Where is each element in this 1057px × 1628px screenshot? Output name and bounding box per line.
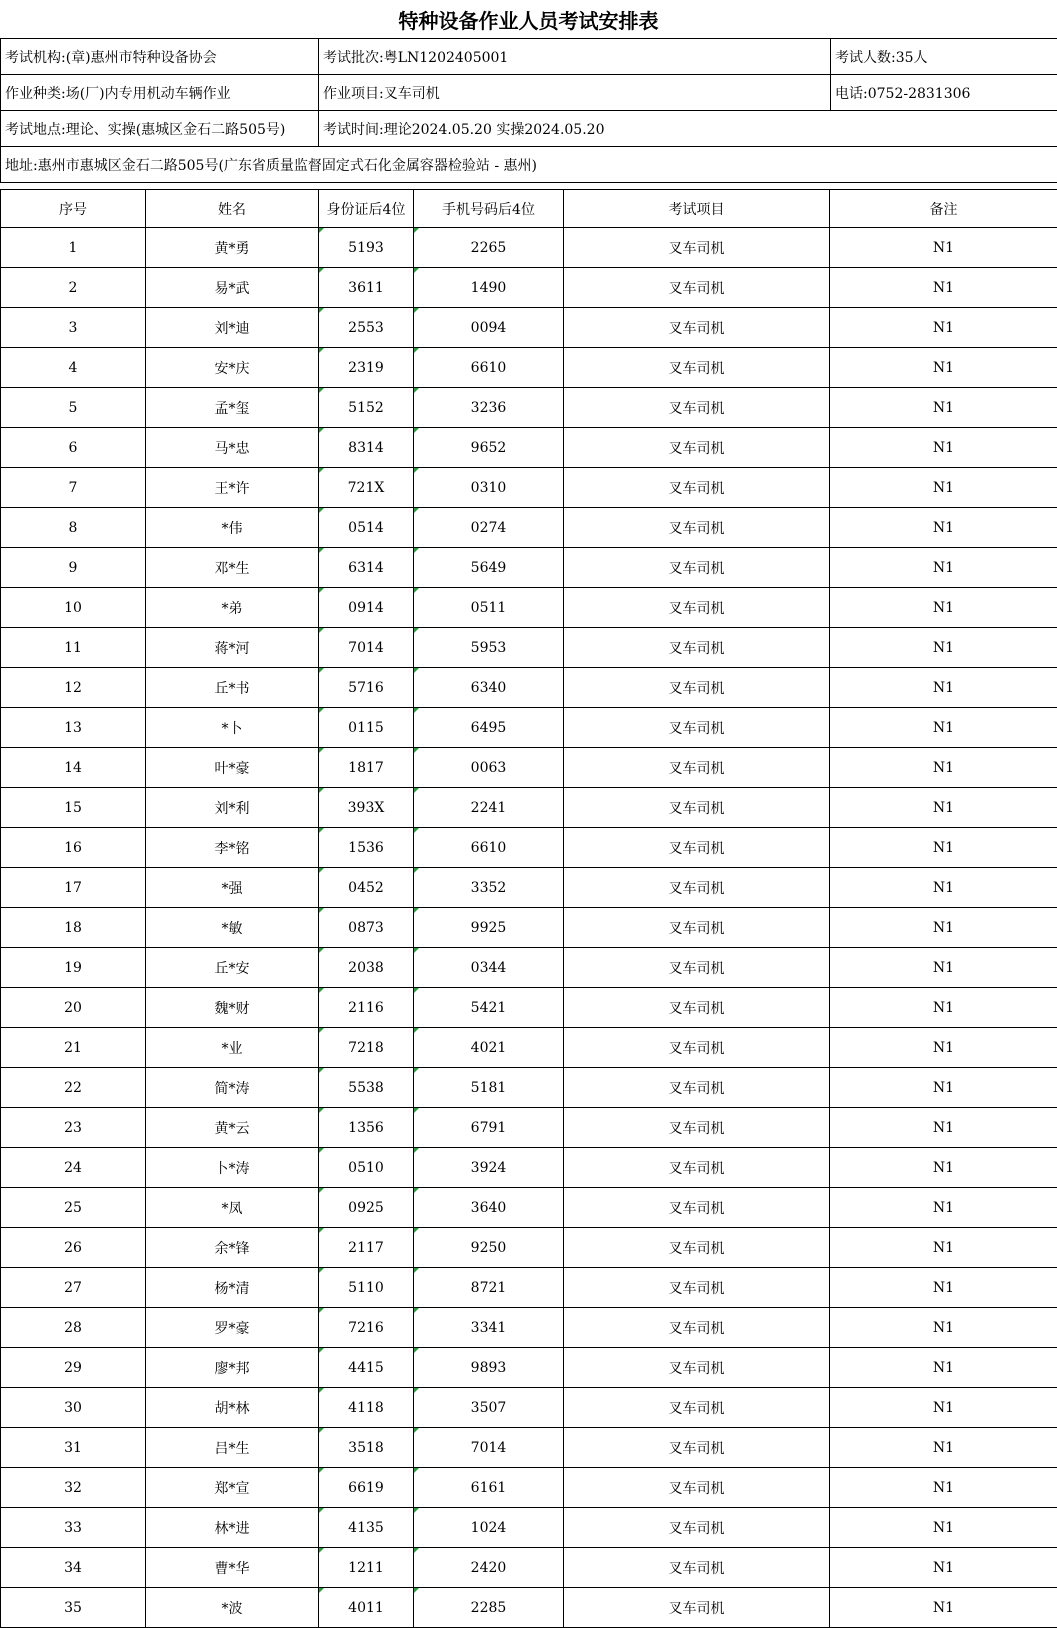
cell-id-last4: 6619 (319, 1468, 414, 1508)
table-header-row (1, 190, 1057, 228)
cell-exam-item: 叉车司机 (564, 1548, 830, 1588)
cell-id-last4: 8314 (319, 428, 414, 468)
table-row (1, 828, 1057, 868)
table-row (1, 868, 1057, 908)
cell-seq: 18 (1, 908, 146, 948)
exam-org: 考试机构:(章)惠州市特种设备协会 (1, 39, 319, 75)
cell-remark: N1 (830, 428, 1057, 468)
cell-phone-last4: 5649 (414, 548, 564, 588)
table-row (1, 1268, 1057, 1308)
cell-id-last4: 7218 (319, 1028, 414, 1068)
cell-seq: 29 (1, 1348, 146, 1388)
cell-seq: 19 (1, 948, 146, 988)
cell-phone-last4: 8721 (414, 1268, 564, 1308)
cell-phone-last4: 2420 (414, 1548, 564, 1588)
cell-remark: N1 (830, 388, 1057, 428)
cell-remark: N1 (830, 828, 1057, 868)
cell-id-last4: 1536 (319, 828, 414, 868)
table-row (1, 788, 1057, 828)
cell-remark: N1 (830, 228, 1057, 268)
cell-id-last4: 0873 (319, 908, 414, 948)
cell-phone-last4: 1490 (414, 268, 564, 308)
cell-exam-item: 叉车司机 (564, 268, 830, 308)
cell-phone-last4: 3640 (414, 1188, 564, 1228)
cell-name: *业 (146, 1028, 319, 1068)
cell-remark: N1 (830, 548, 1057, 588)
table-row (1, 548, 1057, 588)
cell-phone-last4: 5953 (414, 628, 564, 668)
cell-exam-item: 叉车司机 (564, 1228, 830, 1268)
cell-seq: 24 (1, 1148, 146, 1188)
cell-phone-last4: 6610 (414, 828, 564, 868)
cell-phone-last4: 5421 (414, 988, 564, 1028)
cell-remark: N1 (830, 948, 1057, 988)
table-row (1, 1548, 1057, 1588)
table-row (1, 1428, 1057, 1468)
table-row (1, 628, 1057, 668)
cell-id-last4: 4118 (319, 1388, 414, 1428)
cell-seq: 30 (1, 1388, 146, 1428)
cell-name: 林*进 (146, 1508, 319, 1548)
cell-exam-item: 叉车司机 (564, 348, 830, 388)
exam-count: 考试人数:35人 (831, 39, 1057, 75)
table-row (1, 228, 1057, 268)
cell-id-last4: 5716 (319, 668, 414, 708)
cell-seq: 17 (1, 868, 146, 908)
candidate-rows (1, 228, 1057, 1628)
cell-phone-last4: 0274 (414, 508, 564, 548)
cell-exam-item: 叉车司机 (564, 1188, 830, 1228)
cell-seq: 31 (1, 1428, 146, 1468)
cell-phone-last4: 9652 (414, 428, 564, 468)
cell-remark: N1 (830, 1268, 1057, 1308)
cell-seq: 12 (1, 668, 146, 708)
table-row (1, 508, 1057, 548)
cell-name: 丘*安 (146, 948, 319, 988)
cell-exam-item: 叉车司机 (564, 708, 830, 748)
cell-exam-item: 叉车司机 (564, 1308, 830, 1348)
cell-id-last4: 4415 (319, 1348, 414, 1388)
cell-name: 胡*林 (146, 1388, 319, 1428)
cell-phone-last4: 1024 (414, 1508, 564, 1548)
cell-id-last4: 0115 (319, 708, 414, 748)
table-row (1, 388, 1057, 428)
cell-id-last4: 7216 (319, 1308, 414, 1348)
cell-name: 廖*邦 (146, 1348, 319, 1388)
table-row (1, 1108, 1057, 1148)
cell-remark: N1 (830, 1068, 1057, 1108)
cell-name: *伟 (146, 508, 319, 548)
cell-phone-last4: 4021 (414, 1028, 564, 1068)
cell-name: 易*武 (146, 268, 319, 308)
table-row (1, 908, 1057, 948)
cell-name: 刘*利 (146, 788, 319, 828)
cell-exam-item: 叉车司机 (564, 1348, 830, 1388)
cell-name: *卜 (146, 708, 319, 748)
cell-seq: 28 (1, 1308, 146, 1348)
cell-exam-item: 叉车司机 (564, 1028, 830, 1068)
cell-name: 余*锋 (146, 1228, 319, 1268)
cell-remark: N1 (830, 1548, 1057, 1588)
table-row (1, 468, 1057, 508)
table-row (1, 1188, 1057, 1228)
cell-phone-last4: 0310 (414, 468, 564, 508)
table-row (1, 1028, 1057, 1068)
cell-phone-last4: 6610 (414, 348, 564, 388)
cell-phone-last4: 6161 (414, 1468, 564, 1508)
cell-remark: N1 (830, 748, 1057, 788)
cell-seq: 25 (1, 1188, 146, 1228)
cell-remark: N1 (830, 988, 1057, 1028)
cell-remark: N1 (830, 1228, 1057, 1268)
cell-phone-last4: 9893 (414, 1348, 564, 1388)
info-row (1, 111, 1057, 147)
cell-phone-last4: 9925 (414, 908, 564, 948)
cell-seq: 9 (1, 548, 146, 588)
cell-phone-last4: 3352 (414, 868, 564, 908)
exam-address: 地址:惠州市惠城区金石二路505号(广东省质量监督固定式石化金属容器检验站 - 惠州) (1, 147, 1057, 183)
header-seq: 序号 (1, 190, 146, 228)
cell-phone-last4: 6340 (414, 668, 564, 708)
cell-remark: N1 (830, 788, 1057, 828)
cell-phone-last4: 2285 (414, 1588, 564, 1628)
exam-info-table (0, 38, 1057, 183)
header-phone-last4: 手机号码后4位 (414, 190, 564, 228)
cell-exam-item: 叉车司机 (564, 1148, 830, 1188)
cell-name: 杨*清 (146, 1268, 319, 1308)
cell-name: *强 (146, 868, 319, 908)
cell-id-last4: 5538 (319, 1068, 414, 1108)
cell-id-last4: 0510 (319, 1148, 414, 1188)
exam-batch: 考试批次:粤LN1202405001 (319, 39, 831, 75)
table-row (1, 708, 1057, 748)
cell-id-last4: 721X (319, 468, 414, 508)
table-row (1, 428, 1057, 468)
cell-name: 李*铭 (146, 828, 319, 868)
table-row (1, 588, 1057, 628)
cell-phone-last4: 6495 (414, 708, 564, 748)
cell-remark: N1 (830, 348, 1057, 388)
cell-exam-item: 叉车司机 (564, 988, 830, 1028)
cell-name: 罗*豪 (146, 1308, 319, 1348)
cell-exam-item: 叉车司机 (564, 508, 830, 548)
cell-seq: 4 (1, 348, 146, 388)
cell-exam-item: 叉车司机 (564, 308, 830, 348)
cell-phone-last4: 9250 (414, 1228, 564, 1268)
candidate-table (0, 189, 1057, 1628)
cell-exam-item: 叉车司机 (564, 748, 830, 788)
cell-exam-item: 叉车司机 (564, 828, 830, 868)
cell-seq: 11 (1, 628, 146, 668)
cell-name: 孟*玺 (146, 388, 319, 428)
cell-remark: N1 (830, 1388, 1057, 1428)
cell-seq: 13 (1, 708, 146, 748)
cell-remark: N1 (830, 1188, 1057, 1228)
cell-id-last4: 5152 (319, 388, 414, 428)
table-row (1, 1068, 1057, 1108)
cell-id-last4: 5110 (319, 1268, 414, 1308)
cell-remark: N1 (830, 1108, 1057, 1148)
cell-seq: 21 (1, 1028, 146, 1068)
cell-seq: 6 (1, 428, 146, 468)
cell-remark: N1 (830, 868, 1057, 908)
cell-seq: 7 (1, 468, 146, 508)
table-row (1, 308, 1057, 348)
exam-location: 考试地点:理论、实操(惠城区金石二路505号) (1, 111, 319, 147)
cell-remark: N1 (830, 268, 1057, 308)
cell-remark: N1 (830, 1348, 1057, 1388)
cell-name: 黄*勇 (146, 228, 319, 268)
cell-id-last4: 0452 (319, 868, 414, 908)
cell-exam-item: 叉车司机 (564, 588, 830, 628)
cell-id-last4: 2319 (319, 348, 414, 388)
cell-phone-last4: 0344 (414, 948, 564, 988)
cell-name: 曹*华 (146, 1548, 319, 1588)
cell-name: 蒋*河 (146, 628, 319, 668)
cell-exam-item: 叉车司机 (564, 1588, 830, 1628)
cell-name: 王*许 (146, 468, 319, 508)
cell-id-last4: 3611 (319, 268, 414, 308)
cell-exam-item: 叉车司机 (564, 548, 830, 588)
cell-phone-last4: 2265 (414, 228, 564, 268)
cell-id-last4: 3518 (319, 1428, 414, 1468)
cell-remark: N1 (830, 1308, 1057, 1348)
cell-exam-item: 叉车司机 (564, 428, 830, 468)
cell-exam-item: 叉车司机 (564, 228, 830, 268)
cell-name: 安*庆 (146, 348, 319, 388)
cell-seq: 26 (1, 1228, 146, 1268)
info-row (1, 39, 1057, 75)
cell-phone-last4: 3341 (414, 1308, 564, 1348)
header-exam-item: 考试项目 (564, 190, 830, 228)
cell-phone-last4: 5181 (414, 1068, 564, 1108)
cell-seq: 22 (1, 1068, 146, 1108)
cell-remark: N1 (830, 1428, 1057, 1468)
work-project: 作业项目:叉车司机 (319, 75, 831, 111)
cell-seq: 32 (1, 1468, 146, 1508)
cell-name: *敏 (146, 908, 319, 948)
cell-id-last4: 393X (319, 788, 414, 828)
cell-exam-item: 叉车司机 (564, 1428, 830, 1468)
table-row (1, 1308, 1057, 1348)
cell-id-last4: 1356 (319, 1108, 414, 1148)
table-row (1, 988, 1057, 1028)
cell-seq: 15 (1, 788, 146, 828)
table-row (1, 668, 1057, 708)
table-row (1, 268, 1057, 308)
cell-seq: 20 (1, 988, 146, 1028)
info-row (1, 147, 1057, 183)
cell-seq: 23 (1, 1108, 146, 1148)
cell-id-last4: 2116 (319, 988, 414, 1028)
cell-remark: N1 (830, 1468, 1057, 1508)
cell-seq: 14 (1, 748, 146, 788)
cell-name: *弟 (146, 588, 319, 628)
header-remark: 备注 (830, 190, 1057, 228)
cell-remark: N1 (830, 508, 1057, 548)
cell-remark: N1 (830, 628, 1057, 668)
cell-phone-last4: 6791 (414, 1108, 564, 1148)
cell-id-last4: 1211 (319, 1548, 414, 1588)
cell-phone-last4: 0063 (414, 748, 564, 788)
cell-exam-item: 叉车司机 (564, 788, 830, 828)
table-row (1, 1148, 1057, 1188)
cell-seq: 3 (1, 308, 146, 348)
cell-phone-last4: 3507 (414, 1388, 564, 1428)
cell-exam-item: 叉车司机 (564, 1468, 830, 1508)
table-row (1, 1388, 1057, 1428)
cell-id-last4: 0914 (319, 588, 414, 628)
cell-phone-last4: 0094 (414, 308, 564, 348)
cell-name: 吕*生 (146, 1428, 319, 1468)
info-row (1, 75, 1057, 111)
cell-remark: N1 (830, 1508, 1057, 1548)
cell-seq: 8 (1, 508, 146, 548)
sheet-title: 特种设备作业人员考试安排表 (0, 0, 1057, 38)
cell-name: *波 (146, 1588, 319, 1628)
header-name: 姓名 (146, 190, 319, 228)
cell-seq: 33 (1, 1508, 146, 1548)
cell-remark: N1 (830, 1588, 1057, 1628)
cell-name: 马*忠 (146, 428, 319, 468)
cell-name: 简*涛 (146, 1068, 319, 1108)
cell-name: 黄*云 (146, 1108, 319, 1148)
cell-seq: 27 (1, 1268, 146, 1308)
table-row (1, 1228, 1057, 1268)
table-row (1, 1348, 1057, 1388)
cell-phone-last4: 3924 (414, 1148, 564, 1188)
cell-exam-item: 叉车司机 (564, 388, 830, 428)
cell-seq: 34 (1, 1548, 146, 1588)
cell-id-last4: 0925 (319, 1188, 414, 1228)
cell-phone-last4: 2241 (414, 788, 564, 828)
cell-seq: 2 (1, 268, 146, 308)
cell-seq: 16 (1, 828, 146, 868)
cell-exam-item: 叉车司机 (564, 468, 830, 508)
cell-name: 叶*豪 (146, 748, 319, 788)
cell-remark: N1 (830, 588, 1057, 628)
cell-id-last4: 4011 (319, 1588, 414, 1628)
cell-name: *凤 (146, 1188, 319, 1228)
cell-id-last4: 7014 (319, 628, 414, 668)
cell-name: 魏*财 (146, 988, 319, 1028)
cell-remark: N1 (830, 468, 1057, 508)
cell-id-last4: 5193 (319, 228, 414, 268)
cell-seq: 10 (1, 588, 146, 628)
cell-seq: 35 (1, 1588, 146, 1628)
cell-id-last4: 0514 (319, 508, 414, 548)
cell-remark: N1 (830, 908, 1057, 948)
cell-remark: N1 (830, 1148, 1057, 1188)
header-id-last4: 身份证后4位 (319, 190, 414, 228)
cell-exam-item: 叉车司机 (564, 1108, 830, 1148)
table-row (1, 1588, 1057, 1628)
contact-phone: 电话:0752-2831306 (831, 75, 1057, 111)
cell-exam-item: 叉车司机 (564, 628, 830, 668)
cell-remark: N1 (830, 708, 1057, 748)
cell-exam-item: 叉车司机 (564, 948, 830, 988)
cell-id-last4: 2117 (319, 1228, 414, 1268)
cell-exam-item: 叉车司机 (564, 868, 830, 908)
cell-exam-item: 叉车司机 (564, 1068, 830, 1108)
cell-remark: N1 (830, 308, 1057, 348)
cell-seq: 1 (1, 228, 146, 268)
cell-exam-item: 叉车司机 (564, 1508, 830, 1548)
cell-remark: N1 (830, 1028, 1057, 1068)
cell-exam-item: 叉车司机 (564, 908, 830, 948)
table-row (1, 748, 1057, 788)
cell-phone-last4: 3236 (414, 388, 564, 428)
cell-remark: N1 (830, 668, 1057, 708)
cell-name: 卜*涛 (146, 1148, 319, 1188)
cell-exam-item: 叉车司机 (564, 668, 830, 708)
table-row (1, 1468, 1057, 1508)
cell-id-last4: 2553 (319, 308, 414, 348)
cell-seq: 5 (1, 388, 146, 428)
cell-exam-item: 叉车司机 (564, 1268, 830, 1308)
cell-id-last4: 2038 (319, 948, 414, 988)
cell-name: 刘*迪 (146, 308, 319, 348)
table-row (1, 948, 1057, 988)
table-row (1, 1508, 1057, 1548)
exam-time: 考试时间:理论2024.05.20 实操2024.05.20 (319, 111, 1057, 147)
table-row (1, 348, 1057, 388)
work-category: 作业种类:场(厂)内专用机动车辆作业 (1, 75, 319, 111)
cell-name: 郑*宣 (146, 1468, 319, 1508)
cell-name: 丘*书 (146, 668, 319, 708)
cell-id-last4: 1817 (319, 748, 414, 788)
cell-name: 邓*生 (146, 548, 319, 588)
cell-phone-last4: 7014 (414, 1428, 564, 1468)
cell-id-last4: 6314 (319, 548, 414, 588)
cell-id-last4: 4135 (319, 1508, 414, 1548)
cell-exam-item: 叉车司机 (564, 1388, 830, 1428)
cell-phone-last4: 0511 (414, 588, 564, 628)
